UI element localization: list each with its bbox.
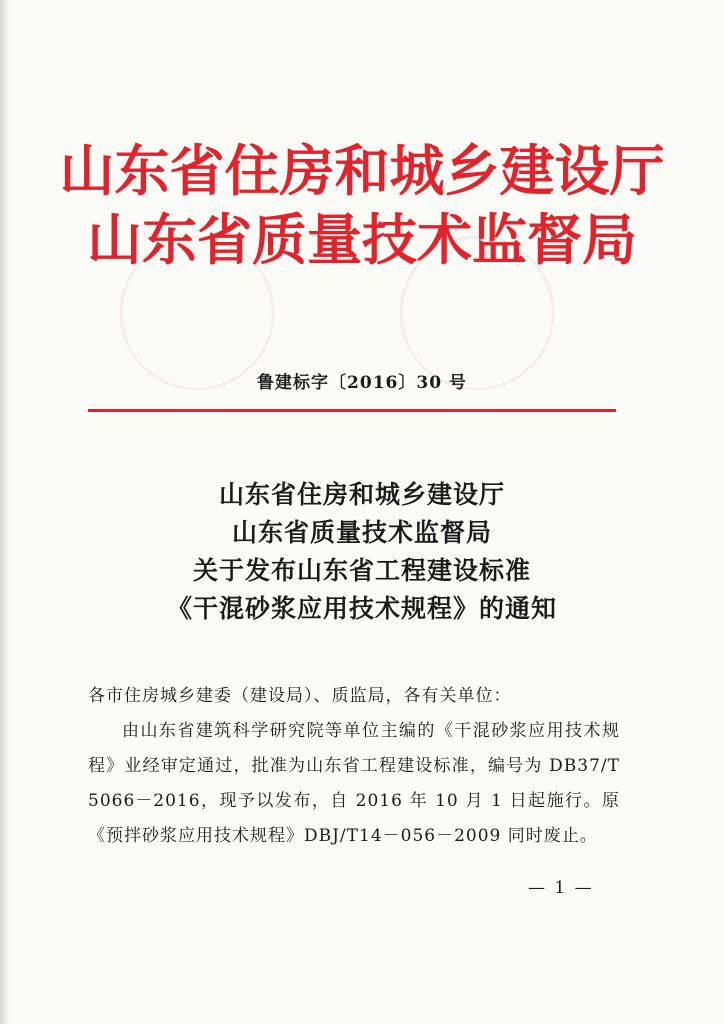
notice-title [0, 476, 724, 628]
notice-title-line: 关于发布山东省工程建设标准 [192, 556, 531, 585]
body-paragraph: 由山东省建筑科学研究院等单位主编的《干混砂浆应用技术规程》业经审定通过，批准为山东省工程建设标准，编号为 DB37/T 5066－2016，现予以发布，自 2016 年 10 月 1 日起施行。原《预拌砂浆应用技术规程》DBJ/T14－056－2009 同时废止。 [88, 721, 620, 846]
notice-title-line: 山东省住房和城乡建设厅 [218, 480, 505, 509]
notice-title-line: 《干混砂浆应用技术规程》的通知 [166, 594, 557, 623]
notice-title-line: 山东省质量技术监督局 [231, 518, 492, 547]
document-number: 鲁建标字〔2016〕30 号 [257, 373, 467, 393]
red-divider-line [88, 409, 616, 412]
addressee-line: 各市住房城乡建委（建设局）、质监局，各有关单位： [88, 686, 512, 706]
issuing-org-title-2: 山东省质量技术监督局 [86, 207, 637, 272]
page-number: — 1 — [528, 878, 594, 898]
issuing-org-title-1: 山东省住房和城乡建设厅 [59, 138, 665, 203]
